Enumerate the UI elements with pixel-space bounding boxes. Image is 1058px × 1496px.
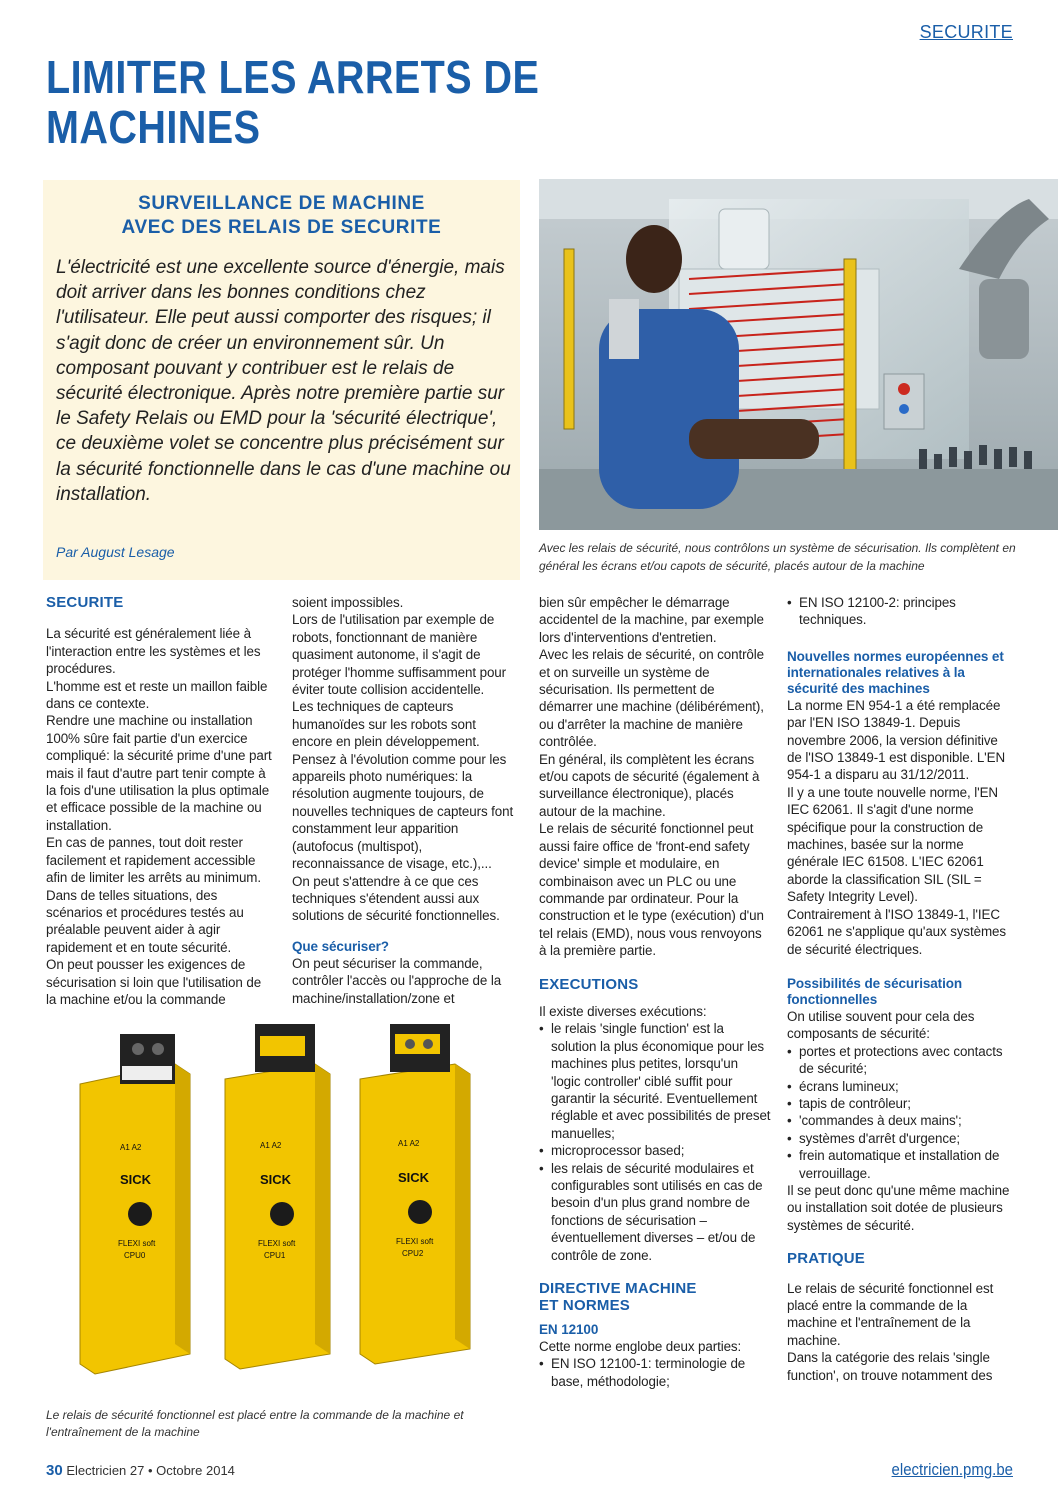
relay-module-cpu2 bbox=[360, 1024, 470, 1364]
website-link[interactable]: electricien.pmg.be bbox=[891, 1460, 1013, 1479]
list-item: • 'commandes à deux mains'; bbox=[787, 1112, 1013, 1129]
paragraph: Contrairement à l'ISO 13849-1, l'IEC 62061 ne s'applique qu'aux systèmes de sécurité électriques. bbox=[787, 906, 1006, 957]
list-item: • le relais 'single function' est la solution la plus économique pour les machines plus petites, lorsqu'un 'logic controller' ciblé suffit pour garantir la sécurité. Eventuellement réglable et avec possibilités de preset manuelles; bbox=[539, 1020, 771, 1142]
paragraph: Lors de l'utilisation par exemple de robots, fonctionnant de manière quasiment autonome, il s'agit de protéger l'homme suffisamment pour éviter toute collision accidentelle. bbox=[292, 612, 507, 698]
subheading-possibilites: Possibilités de sécurisation fonctionnelles bbox=[787, 975, 963, 1007]
product-label: FLEXI soft bbox=[396, 1237, 434, 1246]
brand-label: SICK bbox=[120, 1172, 152, 1187]
paragraph: On peut s'attendre à ce que ces techniques s'étendent aussi aux solutions de sécurité fonctionnelles. bbox=[292, 873, 500, 924]
cpu-label: CPU1 bbox=[264, 1251, 286, 1260]
list-item: • microprocessor based; bbox=[539, 1142, 771, 1159]
lead-heading bbox=[43, 192, 520, 240]
possibilities-list bbox=[787, 1043, 1013, 1182]
paragraph: Il y a une toute nouvelle norme, l'EN IEC 62061. Il s'agit d'une norme spécifique pour la construction de machines, basée sur la norme générale IEC 61508. L'IEC 62061 aborde la classification SIL (SIL = Safety Integrity Level). bbox=[787, 784, 998, 905]
list-item: • les relais de sécurité modulaires et configurables sont utilisés en cas de besoin d'un plus grand nombre de fonctions de sécurisation – éventuellement diverses – et/ou de contrôle de zone. bbox=[539, 1160, 771, 1264]
paragraph: L'homme est et reste un maillon faible dans ce contexte. bbox=[46, 678, 268, 712]
paragraph: Le relais de sécurité fonctionnel est placé entre la commande de la machine et l'entraînement de la machine. bbox=[787, 1280, 994, 1348]
article-column-1 bbox=[46, 594, 274, 1008]
lead-text: L'électricité est une excellente source d'énergie, mais doit arriver dans les bonnes conditions chez l'utilisateur. Elle peut aussi comporter des risques; il s'agit donc de créer un environnement sûr. Un composant pouvant y contribuer est le relais de sécurité électronique. Après notre première partie sur le Safety Relais ou EMD pour la 'sécurité électrique', ce deuxième volet se concentre plus précisément sur la sécurité fonctionnelle dans le cas d'une machine ou installation. bbox=[56, 257, 511, 505]
list-item: • tapis de contrôleur; bbox=[787, 1095, 1013, 1112]
en-list bbox=[539, 1355, 771, 1390]
list-item: • systèmes d'arrêt d'urgence; bbox=[787, 1130, 1013, 1147]
section-heading-directive bbox=[539, 1280, 771, 1314]
footer-left bbox=[46, 1462, 235, 1479]
list-item: • portes et protections avec contacts de sécurité; bbox=[787, 1043, 1013, 1078]
brand-label: SICK bbox=[260, 1172, 292, 1187]
paragraph: Pensez à l'évolution comme pour les appareils photo numériques: la résolution augmente toujours, de nouvelles techniques de capteurs font constamment leur apparition (autofocus (multispot), reconnaissance de visage, etc.),... bbox=[292, 751, 514, 872]
paragraph: Cette norme englobe deux parties: bbox=[539, 1339, 742, 1355]
section-heading-securite: SECURITE bbox=[46, 594, 124, 611]
article-column-3 bbox=[539, 594, 771, 1390]
lead-heading-line2: AVEC DES RELAIS DE SECURITE bbox=[121, 217, 442, 238]
list-item: • frein automatique et installation de verrouillage. bbox=[787, 1147, 1013, 1182]
paragraph: En général, ils complètent les écrans et/ou capots de sécurité (également à surveillance électronique), placés autour de la machine. bbox=[539, 751, 760, 819]
heading-line: ET NORMES bbox=[539, 1297, 630, 1315]
paragraph: Les techniques de capteurs humanoïdes sur les robots sont encore en plein développement. bbox=[292, 699, 480, 750]
paragraph: soient impossibles. bbox=[292, 595, 404, 610]
en-list-continued bbox=[787, 594, 1013, 629]
author-byline: Par August Lesage bbox=[56, 544, 175, 560]
executions-list bbox=[539, 1020, 771, 1264]
machine-illustration bbox=[539, 179, 1058, 530]
paragraph: En cas de pannes, tout doit rester facilement et rapidement accessible afin de limiter les arrêts au minimum. Dans de telles situations, des scénarios et procédures testés au préalable peuvent aider à agir rapidement et en toute sécurité. bbox=[46, 835, 261, 955]
article-column-4 bbox=[787, 594, 1013, 1384]
paragraph: Dans la catégorie des relais 'single function', on trouve notamment des bbox=[787, 1350, 993, 1383]
page-number: 30 bbox=[46, 1462, 63, 1479]
list-item: • EN ISO 12100-2: principes techniques. bbox=[787, 594, 1013, 629]
relay-module-cpu0 bbox=[80, 1034, 190, 1374]
terminal-label: A1 A2 bbox=[120, 1143, 142, 1152]
magazine-issue: Electricien 27 • Octobre 2014 bbox=[66, 1463, 235, 1478]
relay-module-cpu1 bbox=[225, 1024, 330, 1369]
cpu-label: CPU2 bbox=[402, 1249, 424, 1258]
paragraph: Avec les relais de sécurité, on contrôle et on surveille un système de sécurisation. Ils permettent de démarrer une machine (délibérément), ou d'arrêter la machine de manière contrôlée. bbox=[539, 647, 765, 750]
section-heading-pratique: PRATIQUE bbox=[787, 1250, 865, 1268]
heading-line: DIRECTIVE MACHINE bbox=[539, 1280, 697, 1298]
list-item: • EN ISO 12100-1: terminologie de base, méthodologie; bbox=[539, 1355, 771, 1390]
paragraph: La norme EN 954-1 a été remplacée par l'EN ISO 13849-1. Depuis novembre 2006, la version définitive de l'ISO 13849-1 est disponible. L'EN 954-1 a disparu au 31/12/2011. bbox=[787, 697, 1006, 783]
product-label: FLEXI soft bbox=[258, 1239, 296, 1248]
list-item: • écrans lumineux; bbox=[787, 1078, 1013, 1095]
paragraph: Le relais de sécurité fonctionnel peut aussi faire office de 'front-end safety device' simple et modulaire, en combinaison avec un PLC ou une commande par ordinateur. Pour la construction et le type (exécution) d'un tel relais (EMD), nous vous renvoyons à la première partie. bbox=[539, 821, 764, 959]
article-column-2 bbox=[292, 594, 518, 1007]
paragraph: On peut sécuriser la commande, contrôler l'accès ou l'approche de la machine/installation/zone et bbox=[292, 955, 502, 1006]
safety-relay-photo bbox=[60, 1024, 500, 1399]
photo-caption: Avec les relais de sécurité, nous contrôlons un système de sécurisation. Ils complètent en général les écrans et/ou capots de sécurité, placés autour de la machine bbox=[539, 541, 1016, 573]
cpu-label: CPU0 bbox=[124, 1251, 146, 1260]
paragraph: Il existe diverses exécutions: bbox=[539, 1003, 707, 1019]
paragraph: On utilise souvent pour cela des composants de sécurité: bbox=[787, 1008, 975, 1042]
paragraph: Rendre une machine ou installation 100% sûre fait partie d'un exercice compliqué: la sécurité prime d'une part mais il faut d'autre part tenir compte à la fois d'une utilisation la plus optimale et efficace possible de la machine ou installation. bbox=[46, 713, 272, 833]
lead-heading-line1: SURVEILLANCE DE MACHINE bbox=[138, 193, 425, 214]
subheading-en12100: EN 12100 bbox=[539, 1322, 599, 1338]
section-heading-executions: EXECUTIONS bbox=[539, 975, 639, 993]
terminal-label: A1 A2 bbox=[260, 1141, 282, 1150]
page-title: LIMITER LES ARRETS DE MACHINES bbox=[46, 51, 540, 153]
paragraph: La sécurité est généralement liée à l'interaction entre les systèmes et les procédures. bbox=[46, 626, 261, 677]
product-label: FLEXI soft bbox=[118, 1239, 156, 1248]
subheading-nouvelles-normes: Nouvelles normes européennes et internationales relatives à la sécurité des machines bbox=[787, 648, 1004, 696]
paragraph: Il se peut donc qu'une même machine ou installation soit dotée de plusieurs systèmes de sécurité. bbox=[787, 1182, 1010, 1233]
brand-label: SICK bbox=[398, 1170, 430, 1185]
section-tag[interactable]: SECURITE bbox=[919, 22, 1013, 42]
subheading-que-securiser: Que sécuriser? bbox=[292, 938, 389, 954]
paragraph: bien sûr empêcher le démarrage accidentel de la machine, par exemple lors d'interventions d'entretien. bbox=[539, 595, 764, 645]
paragraph: On peut pousser les exigences de sécurisation si loin que l'utilisation de la machine et/ou la commande bbox=[46, 957, 262, 1007]
terminal-label: A1 A2 bbox=[398, 1139, 420, 1148]
relay-caption: Le relais de sécurité fonctionnel est placé entre la commande de la machine et l'entraînement de la machine bbox=[46, 1408, 464, 1439]
